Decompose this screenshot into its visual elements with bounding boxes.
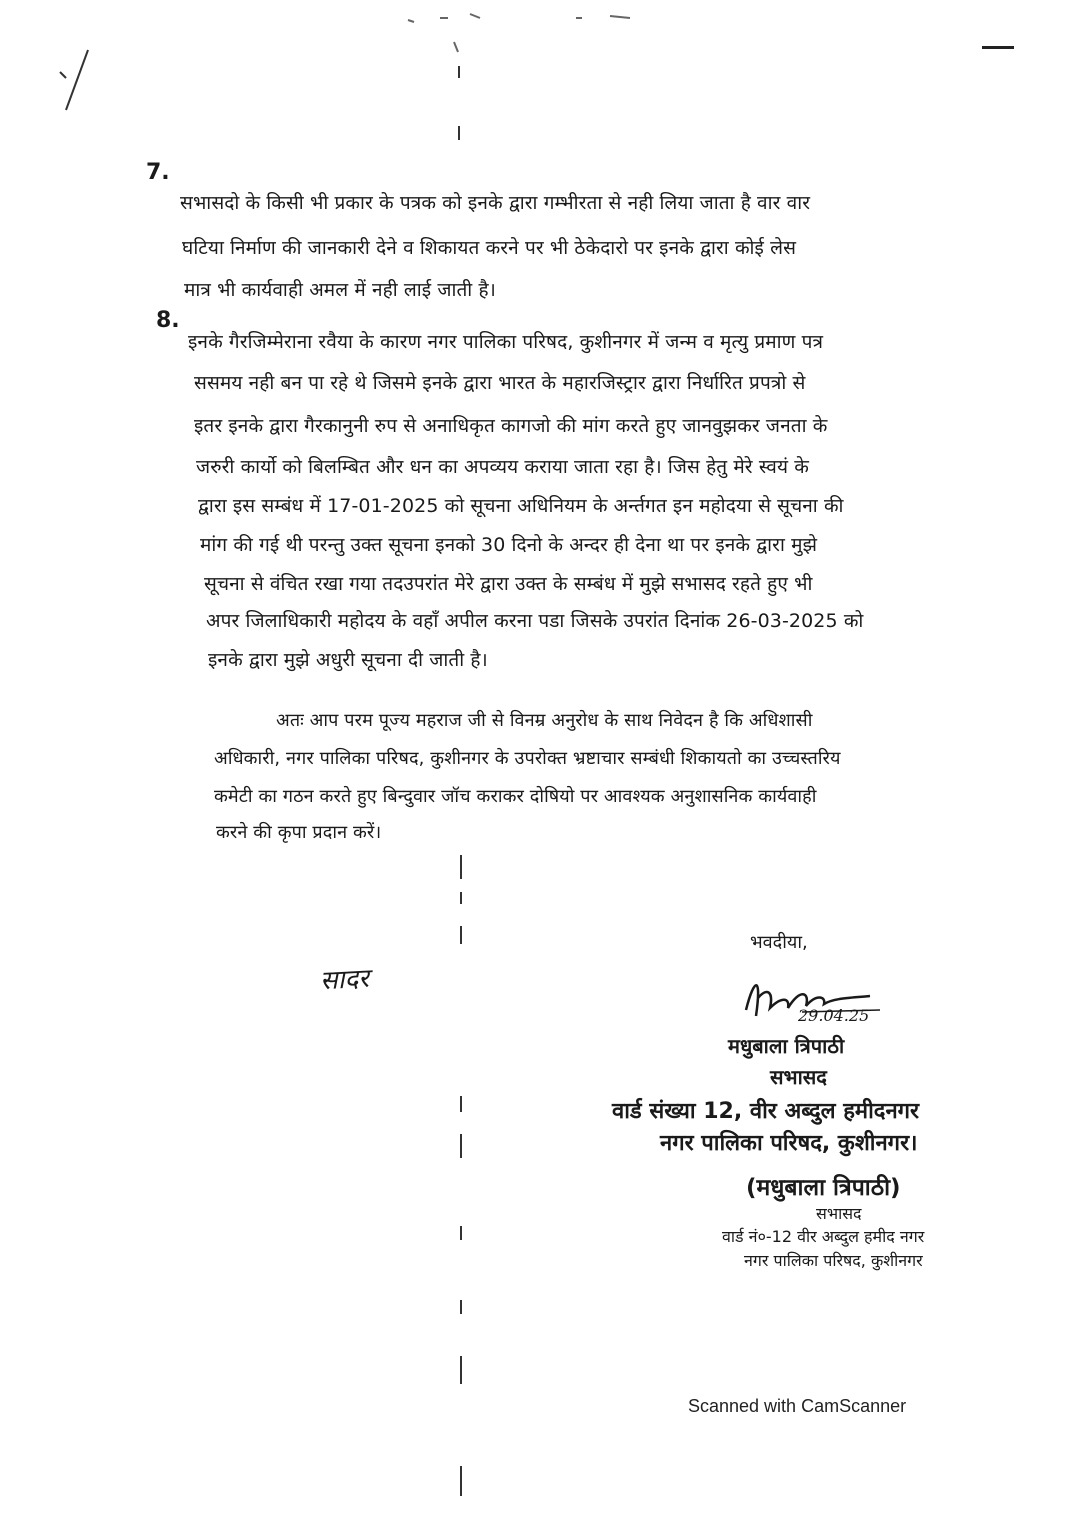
stamp-council: नगर पालिका परिषद, कुशीनगर: [744, 1251, 923, 1270]
fold-mark: [460, 855, 462, 879]
item-7-line-1: सभासदो के किसी भी प्रकार के पत्रक को इनके द्वारा गम्भीरता से नही लिया जाता है वार वार: [180, 192, 811, 214]
signatory-role: सभासद: [770, 1065, 827, 1089]
scanner-watermark: Scanned with CamScanner: [688, 1396, 907, 1416]
fold-mark: [460, 892, 462, 904]
item-7-line-2: घटिया निर्माण की जानकारी देने व शिकायत करने पर भी ठेकेदारो पर इनके द्वारा कोई लेस: [182, 237, 797, 259]
item-number-7: 7.: [146, 160, 170, 185]
item-8-line-7: सूचना से वंचित रखा गया तदउपरांत मेरे द्वारा उक्त के सम्बंध में मुझे सभासद रहते हुए भी: [204, 573, 813, 595]
item-8-line-4: जरुरी कार्यो को बिलम्बित और धन का अपव्यय कराया जाता रहा है। जिस हेतु मेरे स्वयं के: [196, 456, 809, 478]
fold-mark: [460, 1096, 462, 1112]
signatory-ward: वार्ड संख्या 12, वीर अब्दुल हमीदनगर: [612, 1099, 920, 1124]
request-line-3: कमेटी का गठन करते हुए बिन्दुवार जॉच कराकर दोषियो पर आवश्यक अनुशासनिक कार्यवाही: [214, 786, 817, 807]
fold-mark: [460, 1300, 462, 1314]
item-8-line-8: अपर जिलाधिकारी महोदय के वहाँ अपील करना पडा जिसके उपरांत दिनांक 26-03-2025 को: [206, 610, 864, 632]
signature-date: 29.04.25: [798, 1006, 870, 1025]
item-8-line-9: इनके द्वारा मुझे अधुरी सूचना दी जाती है।: [208, 649, 488, 671]
signatory-name: मधुबाला त्रिपाठी: [728, 1034, 845, 1058]
signatory-council: नगर पालिका परिषद, कुशीनगर।: [660, 1131, 918, 1156]
closing-text: भवदीया,: [750, 932, 808, 953]
item-8-line-6: मांग की गई थी परन्तु उक्त सूचना इनको 30 दिनो के अन्दर ही देना था पर इनके द्वारा मुझे: [200, 534, 818, 556]
stamp-role: सभासद: [816, 1204, 862, 1223]
stamp-name: (मधुबाला त्रिपाठी): [746, 1175, 901, 1201]
request-line-1: अतः आप परम पूज्य महराज जी से विनम्र अनुरोध के साथ निवेदन है कि अधिशासी: [276, 710, 813, 731]
margin-note: सादर: [319, 963, 370, 997]
fold-mark: [460, 1134, 462, 1158]
fold-mark: [460, 1466, 462, 1496]
item-8-line-5: द्वारा इस सम्बंध में 17-01-2025 को सूचना अधिनियम के अर्न्तगत इन महोदया से सूचना की: [198, 495, 844, 517]
stamp-ward: वार्ड नं०-12 वीर अब्दुल हमीद नगर: [722, 1227, 925, 1246]
item-number-8: 8.: [156, 308, 180, 333]
fold-mark: [460, 1226, 462, 1240]
item-8-line-2: ससमय नही बन पा रहे थे जिसमे इनके द्वारा भारत के महारजिस्ट्रार द्वारा निर्धारित प्रपत्रो से: [194, 372, 806, 394]
item-7-line-3: मात्र भी कार्यवाही अमल में नही लाई जाती है।: [184, 279, 496, 301]
margin-mark: [0, 0, 1080, 160]
fold-mark: [460, 926, 462, 944]
request-line-4: करने की कृपा प्रदान करें।: [216, 822, 382, 843]
request-line-2: अधिकारी, नगर पालिका परिषद, कुशीनगर के उपरोक्त भ्रष्टाचार सम्बंधी शिकायतो का उच्चस्तरिय: [214, 748, 841, 769]
fold-mark: [460, 1356, 462, 1384]
item-8-line-3: इतर इनके द्वारा गैरकानुनी रुप से अनाधिकृत कागजो की मांग करते हुए जानवुझकर जनता के: [194, 415, 828, 437]
item-8-line-1: इनके गैरजिम्मेराना रवैया के कारण नगर पालिका परिषद, कुशीनगर में जन्म व मृत्यु प्रमाण पत्र: [188, 331, 824, 353]
